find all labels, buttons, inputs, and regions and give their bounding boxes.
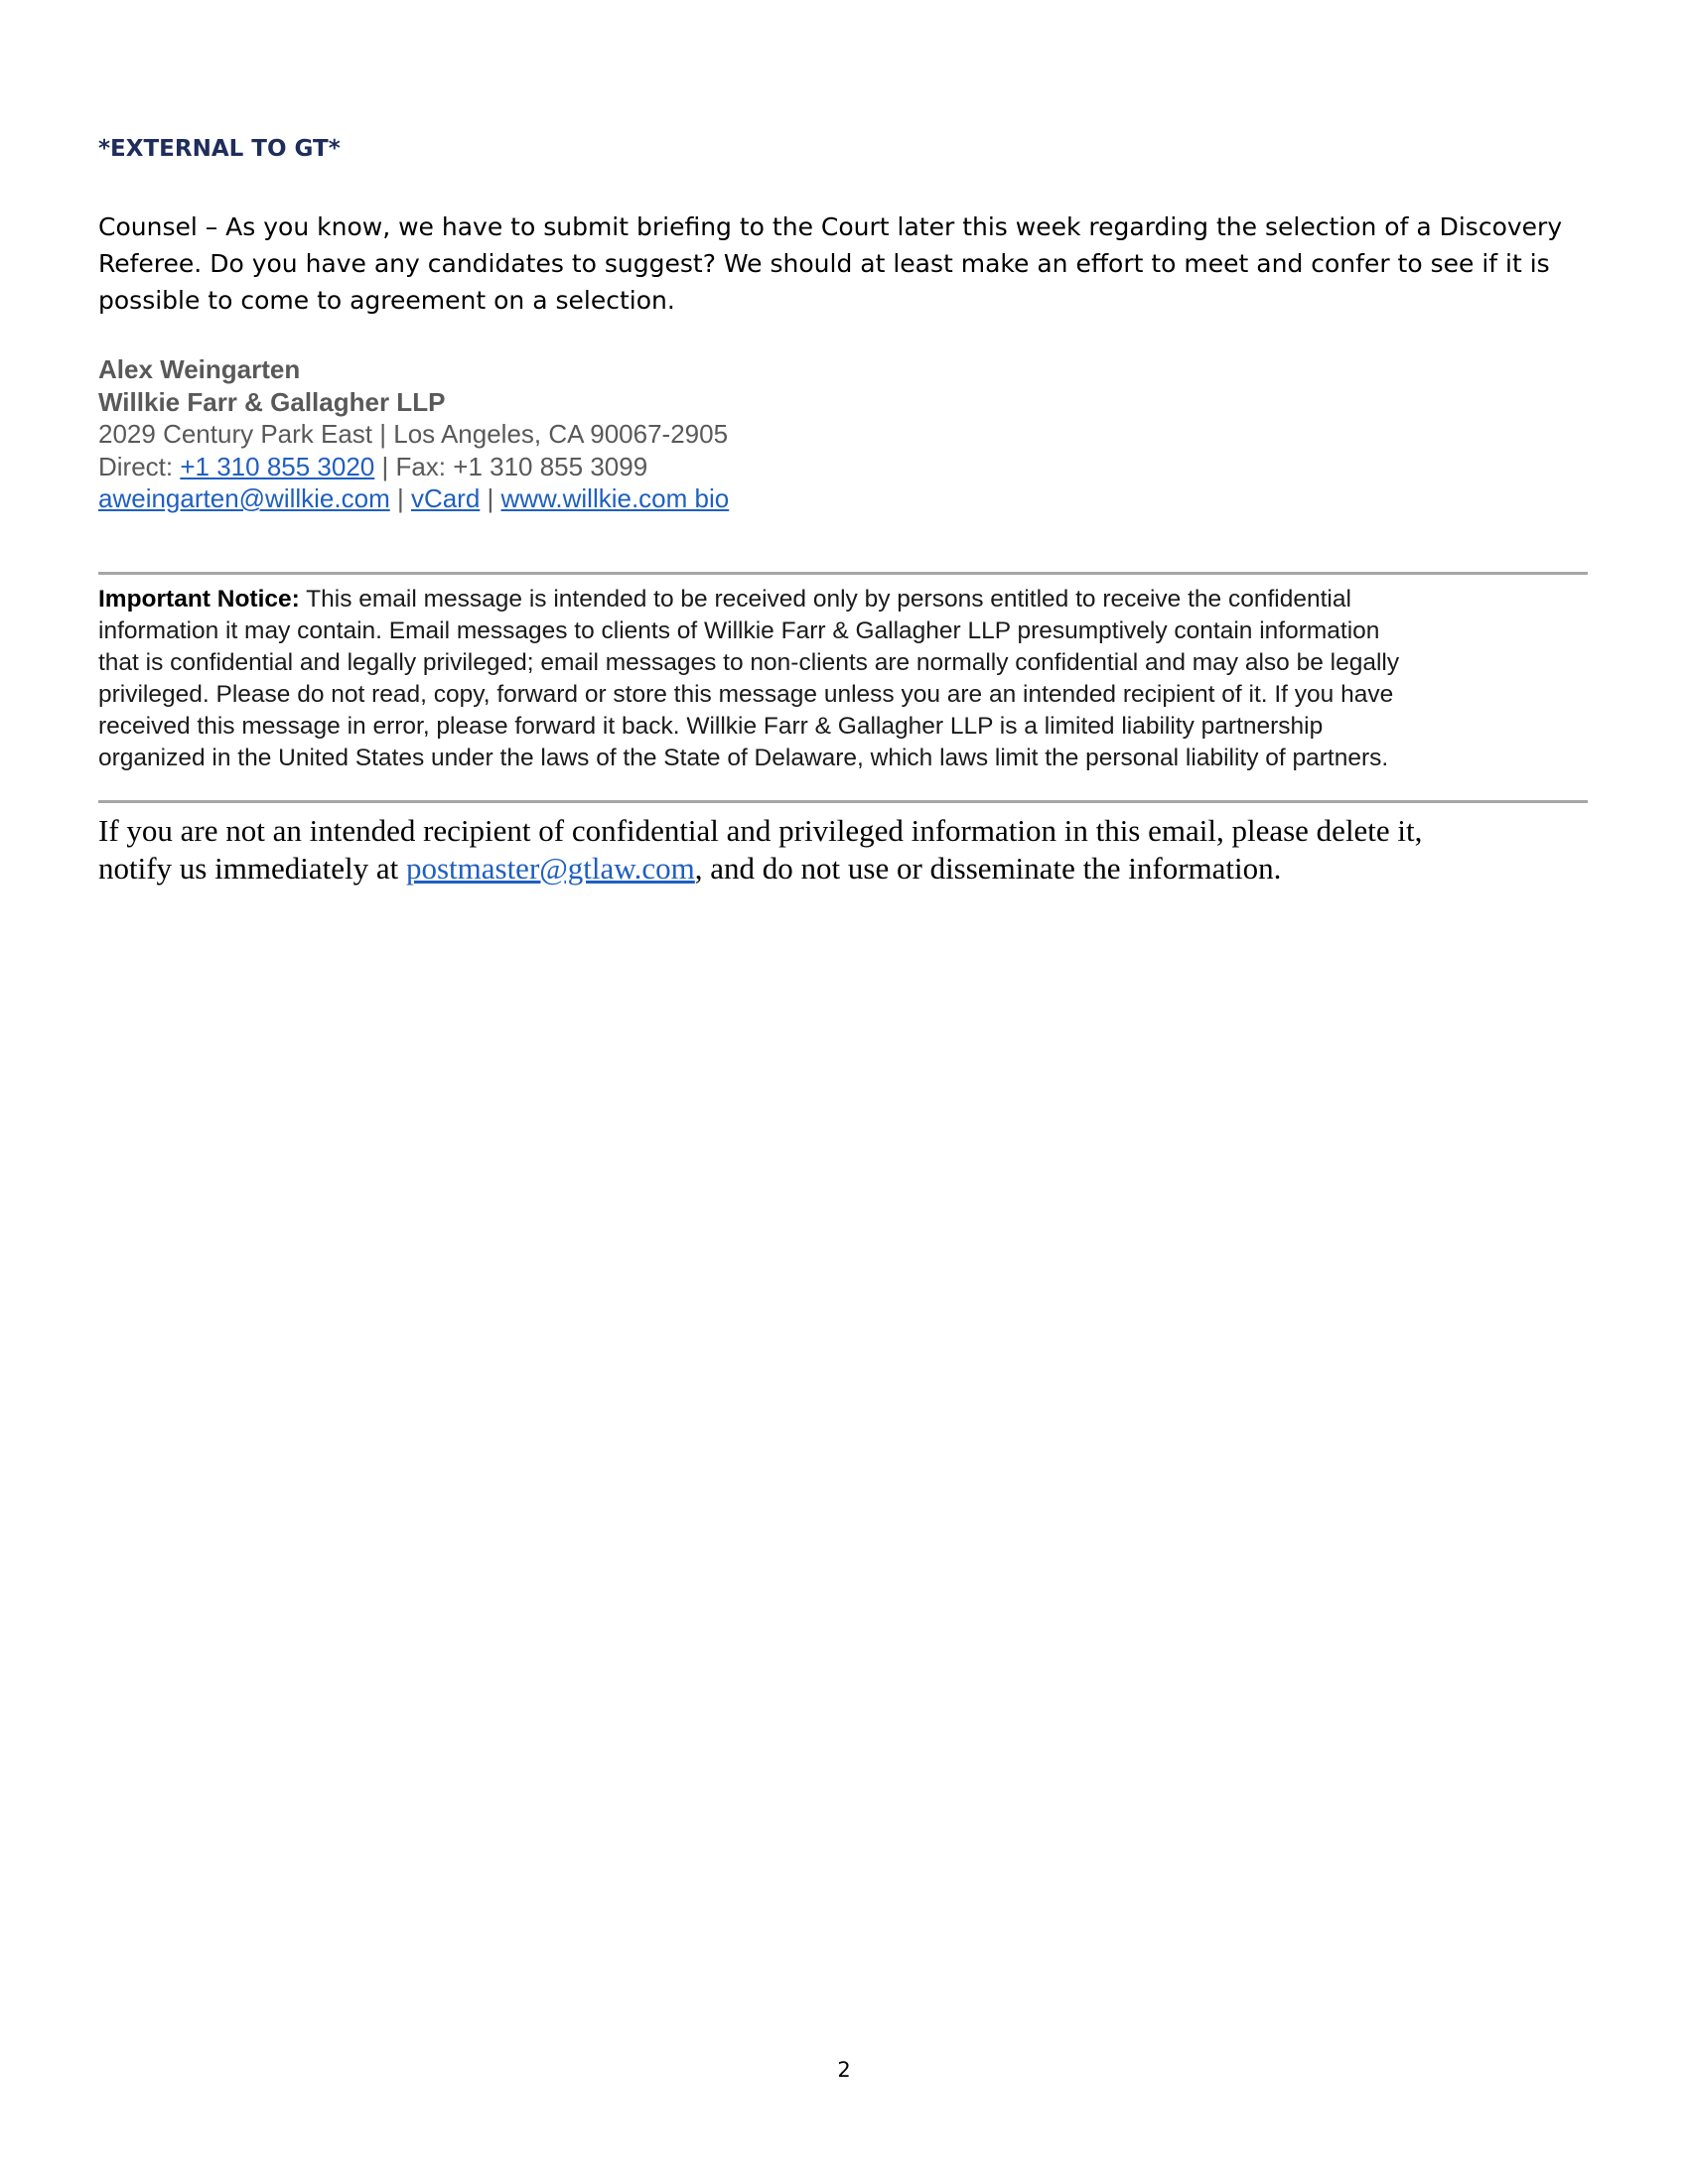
page-number: 2 bbox=[837, 2058, 851, 2082]
notice-top-divider bbox=[98, 572, 1588, 575]
notice-line: privileged. Please do not read, copy, forward or store this message unless you are an intended recipient of it. If you have bbox=[98, 681, 1394, 708]
email-signature bbox=[98, 353, 729, 515]
fax-text: | Fax: +1 310 855 3099 bbox=[374, 451, 648, 481]
link-separator: | bbox=[480, 483, 501, 513]
notice-line: received this message in error, please forward it back. Willkie Farr & Gallagher LLP is a limited liability partnership bbox=[98, 713, 1324, 740]
notice-bottom-divider bbox=[98, 800, 1588, 803]
direct-label: Direct: bbox=[98, 451, 181, 481]
notice-line: information it may contain. Email messages to clients of Willkie Farr & Gallagher LLP presumptively contain information bbox=[98, 617, 1380, 644]
signature-phone-line bbox=[98, 451, 729, 483]
bio-link[interactable]: www.willkie.com bio bbox=[500, 483, 730, 513]
signature-name: Alex Weingarten bbox=[98, 354, 301, 384]
signature-links-line bbox=[98, 482, 729, 515]
message-line: possible to come to agreement on a selection. bbox=[98, 286, 675, 315]
direct-phone-link[interactable]: +1 310 855 3020 bbox=[180, 451, 375, 481]
disclaimer-line: If you are not an intended recipient of confidential and privileged information in this email, please delete it, bbox=[98, 813, 1423, 848]
message-line: Referee. Do you have any candidates to suggest? We should at least make an effort to meet and confer to see if it is bbox=[98, 249, 1550, 278]
message-body bbox=[98, 208, 1588, 319]
signature-firm: Willkie Farr & Gallagher LLP bbox=[98, 386, 446, 417]
email-link[interactable]: aweingarten@willkie.com bbox=[98, 483, 390, 513]
notice-first-line-text: This email message is intended to be received only by persons entitled to receive the confidential bbox=[299, 586, 1351, 613]
disclaimer-text-before: notify us immediately at bbox=[98, 851, 406, 886]
vcard-link[interactable]: vCard bbox=[410, 483, 481, 513]
external-sender-tag: *EXTERNAL TO GT* bbox=[98, 136, 341, 162]
notice-label: Important Notice: bbox=[98, 586, 300, 613]
notice-line: organized in the United States under the laws of the State of Delaware, which laws limit the personal liability of partners. bbox=[98, 745, 1389, 771]
gt-disclaimer bbox=[98, 812, 1588, 887]
important-notice bbox=[98, 584, 1588, 774]
notice-line bbox=[98, 584, 1588, 615]
disclaimer-line bbox=[98, 850, 1588, 887]
message-line: Counsel – As you know, we have to submit briefing to the Court later this week regarding the selection of a Discovery bbox=[98, 212, 1563, 241]
notice-line: that is confidential and legally privileged; email messages to non-clients are normally confidential and may also be legally bbox=[98, 649, 1400, 676]
signature-address: 2029 Century Park East | Los Angeles, CA 90067-2905 bbox=[98, 419, 729, 449]
postmaster-email-link[interactable]: postmaster@gtlaw.com bbox=[405, 851, 695, 886]
disclaimer-text-after: , and do not use or disseminate the information. bbox=[694, 851, 1282, 886]
link-separator: | bbox=[389, 483, 411, 513]
